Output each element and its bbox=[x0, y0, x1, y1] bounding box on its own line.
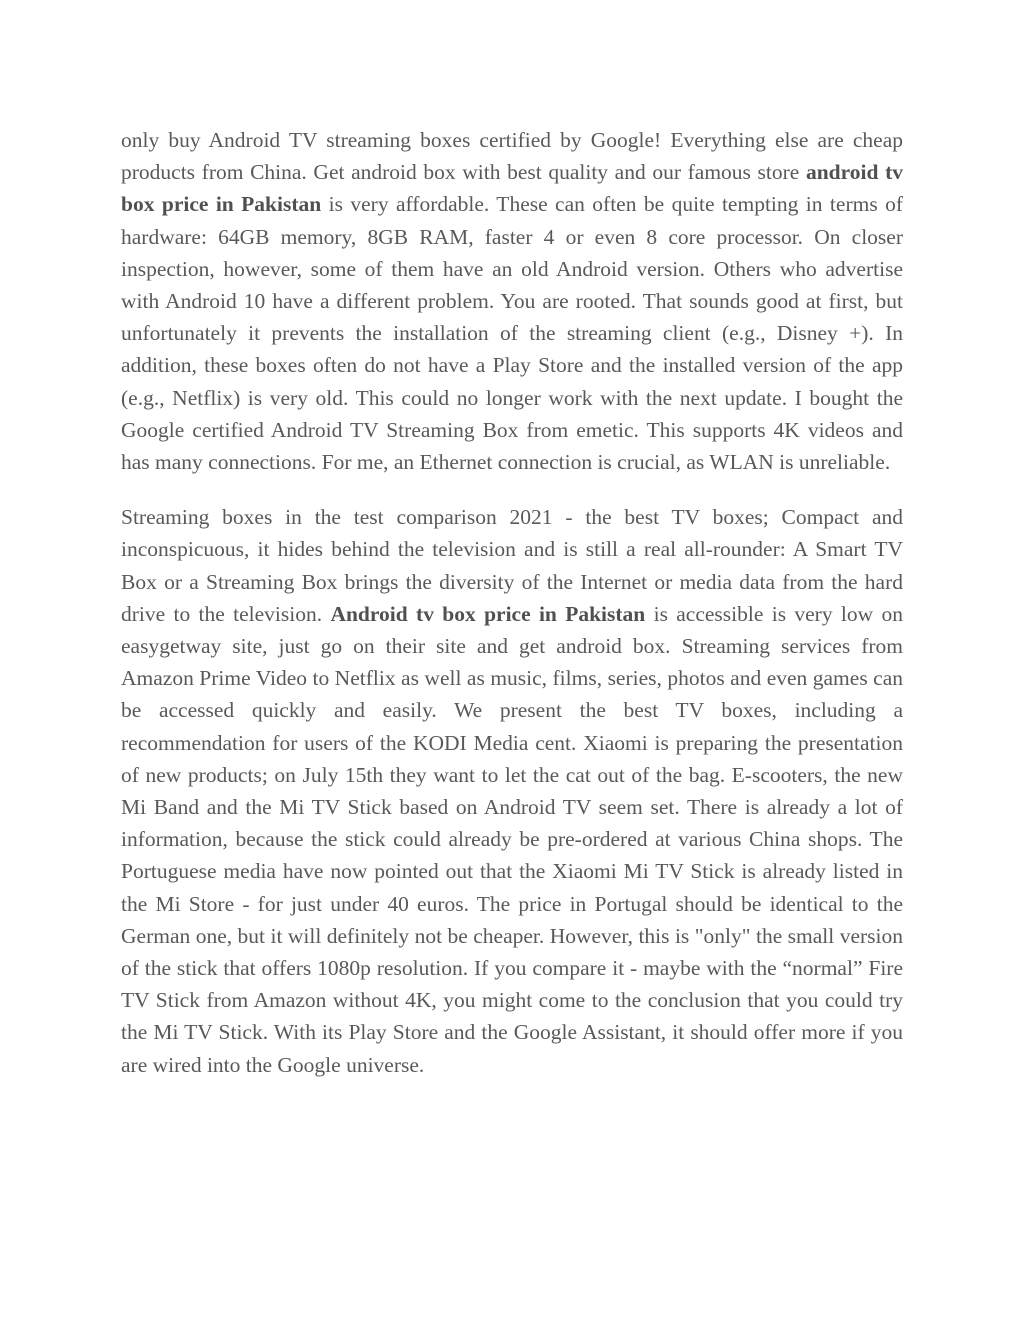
keyword-link-text: android tv box price in Pakistan bbox=[121, 160, 903, 217]
paragraph-text: is very affordable. These can often be quite tempting in terms of hardware: 64GB memory, 8GB RAM, faster 4 or even 8 core processor. On closer inspection, however, some of them have an old Android version. Others who advertise with Android 10 have a different problem. You are rooted. That sounds good at first, but unfortunately it prevents the installation of the streaming client (e.g., Disney +). In addition, these boxes often do not have a Play Store and the installed version of the app (e.g., Netflix) is very old. This could no longer work with the next update. I bought the Google certified Android TV Streaming Box from emetic. This supports 4K videos and has many connections. For me, an Ethernet connection is crucial, as WLAN is unreliable. bbox=[121, 192, 904, 475]
paragraph-2 bbox=[121, 501, 903, 1081]
paragraph-text: Streaming boxes in the test comparison 2021 - the best TV boxes; Compact and inconspicuous, it hides behind the television and is still a real all-rounder: A Smart TV Box or a Streaming Box brings the diversity of the Internet or media data from the hard drive to the television. bbox=[121, 505, 903, 626]
paragraph-text: only buy Android TV streaming boxes certified by Google! Everything else are cheap products from China. Get android box with best quality and our famous store bbox=[121, 128, 903, 185]
paragraph-text: is accessible is very low on easygetway site, just go on their site and get android box. Streaming services from Amazon Prime Video to Netflix as well as music, films, series, photos and even games can be accessed quickly and easily. We present the best TV boxes, including a recommendation for users of the KODI Media cent. Xiaomi is preparing the presentation of new products; on July 15th they want to let the cat out of the bag. E-scooters, the new Mi Band and the Mi TV Stick based on Android TV seem set. There is already a lot of information, because the stick could already be pre-ordered at various China shops. The Portuguese media have now pointed out that the Xiaomi Mi TV Stick is already listed in the Mi Store - for just under 40 euros. The price in Portugal should be identical to the German one, but it will definitely not be cheaper. However, this is "only" the small version of the stick that offers 1080p resolution. If you compare it - maybe with the “normal” Fire TV Stick from Amazon without 4K, you might come to the conclusion that you could try the Mi TV Stick. With its Play Store and the Google Assistant, it should offer more if you are wired into the Google universe. bbox=[121, 601, 903, 1077]
paragraph-1 bbox=[121, 124, 903, 478]
document-body bbox=[121, 124, 903, 1081]
keyword-link-text: Android tv box price in Pakistan bbox=[330, 601, 646, 626]
